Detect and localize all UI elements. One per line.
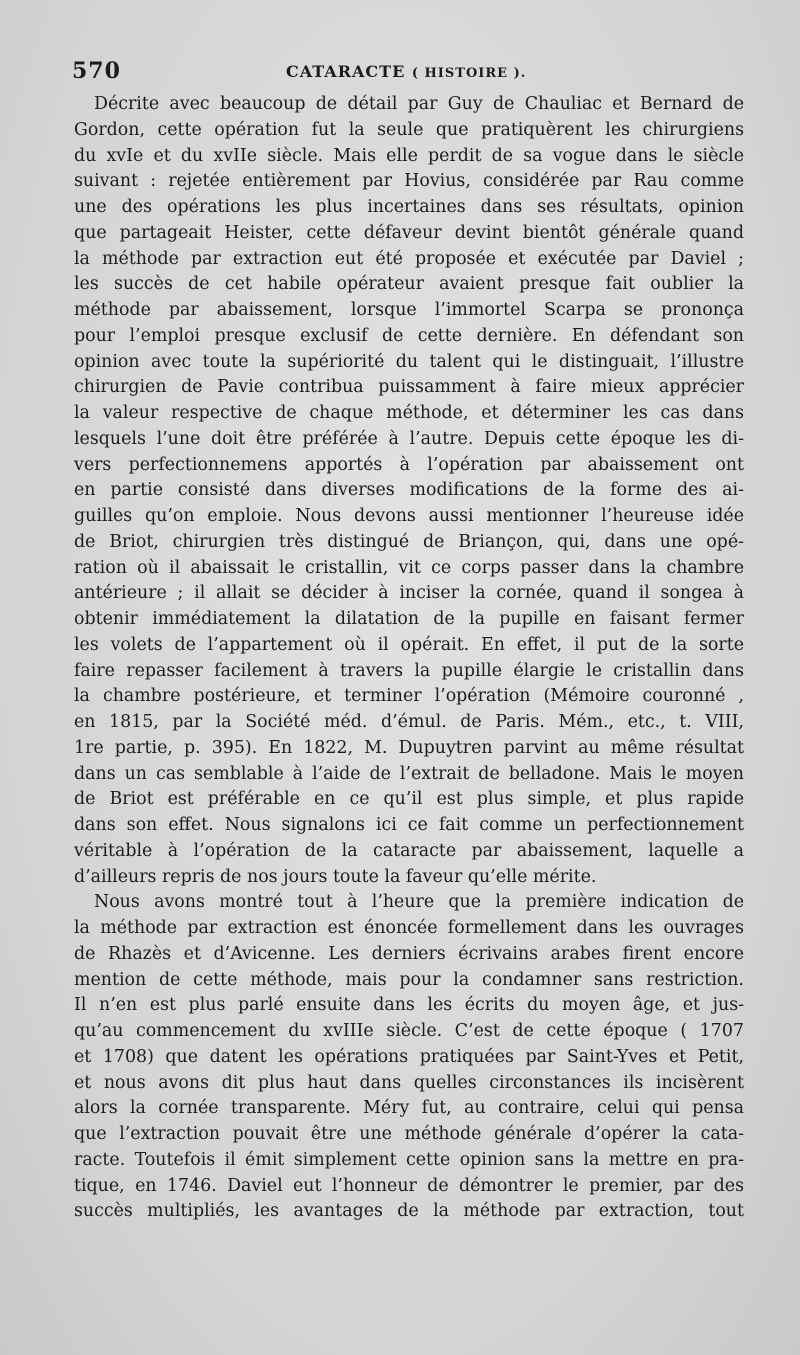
text-line: qu’au commencement du xvIIIe siècle. C’est de cette époque ( 1707 (74, 1021, 744, 1041)
text-line: lesquels l’une doit être préférée à l’autre. Depuis cette époque les di- (74, 428, 744, 449)
text-line: de Briot, chirurgien très distingué de Briançon, qui, dans une opé- (74, 531, 744, 552)
text-line: les volets de l’appartement où il opérait. En effet, il put de la sorte (74, 634, 744, 655)
text-line: Décrite avec beaucoup de détail par Guy de Chauliac et Bernard de (94, 94, 744, 114)
text-line: la méthode par extraction eut été proposée et exécutée par Daviel ; (74, 248, 744, 269)
text-line: dans un cas semblable à l’aide de l’extrait de belladone. Mais le moyen (74, 763, 744, 784)
text-line: véritable à l’opération de la cataracte par abaissement, laquelle a (74, 840, 744, 861)
page-header (72, 58, 742, 88)
running-title-sub: ( HISTOIRE ). (411, 66, 527, 81)
text-line: en 1815, par la Société méd. d’émul. de Paris. Mém., etc., t. VIII, (74, 712, 744, 732)
body-text (74, 92, 744, 1225)
text-line: Gordon, cette opération fut la seule que pratiquèrent les chirurgiens (74, 119, 744, 140)
text-line: opinion avec toute la supériorité du talent qui le distinguait, l’illustre (74, 351, 744, 372)
text-line: la valeur respective de chaque méthode, et déterminer les cas dans (74, 403, 744, 423)
text-line: de Briot est préférable en ce qu’il est plus simple, et plus rapide (74, 789, 744, 810)
text-line: et nous avons dit plus haut dans quelles circonstances ils incisèrent (74, 1072, 744, 1093)
text-line: succès multipliés, les avantages de la méthode par extraction, tout (74, 1201, 744, 1222)
text-line: guilles qu’on emploie. Nous devons aussi mentionner l’heureuse idée (74, 506, 744, 526)
text-line: racte. Toutefois il émit simplement cette opinion sans la mettre en pra- (74, 1149, 744, 1170)
text-line: d’ailleurs repris de nos jours toute la faveur qu’elle mérite. (74, 866, 597, 887)
text-line: ration où il abaissait le cristallin, vit ce corps passer dans la chambre (74, 557, 744, 578)
text-line: la méthode par extraction est énoncée formellement dans les ouvrages (74, 918, 744, 938)
text-line: de Rhazès et d’Avicenne. Les derniers écrivains arabes firent encore (74, 943, 744, 964)
text-line: suivant : rejetée entièrement par Hovius, considérée par Rau comme (74, 171, 744, 192)
text-line: les succès de cet habile opérateur avaient presque fait oublier la (74, 274, 744, 295)
text-line: et 1708) que datent les opérations pratiquées par Saint-Yves et Petit, (74, 1046, 744, 1067)
text-line: du xvIe et du xvIIe siècle. Mais elle perdit de sa vogue dans le siècle (74, 145, 744, 166)
text-line: mention de cette méthode, mais pour la condamner sans restriction. (74, 969, 744, 990)
text-line: tique, en 1746. Daviel eut l’honneur de démontrer le premier, par des (74, 1175, 744, 1196)
paragraph (74, 890, 744, 1225)
text-line: Nous avons montré tout à l’heure que la première indication de (94, 892, 744, 913)
text-line: une des opérations les plus incertaines dans ses résultats, opinion (74, 197, 744, 217)
text-line: 1re partie, p. 395). En 1822, M. Dupuytren parvint au même résultat (74, 737, 744, 758)
text-line: vers perfectionnemens apportés à l’opération par abaissement ont (74, 454, 744, 475)
text-line: chirurgien de Pavie contribua puissamment à faire mieux apprécier (74, 377, 744, 398)
text-line: alors la cornée transparente. Méry fut, au contraire, celui qui pensa (74, 1098, 744, 1119)
text-line: méthode par abaissement, lorsque l’immortel Scarpa se prononça (74, 300, 744, 320)
page-number: 570 (72, 58, 121, 84)
text-line: la chambre postérieure, et terminer l’opération (Mémoire couronné , (74, 686, 744, 707)
text-line: antérieure ; il allait se décider à inciser la cornée, quand il songea à (74, 583, 744, 604)
text-line: faire repasser facilement à travers la pupille élargie le cristallin dans (74, 660, 744, 681)
paragraph (74, 92, 744, 890)
text-line: pour l’emploi presque exclusif de cette dernière. En défendant son (74, 325, 744, 346)
text-line: dans son effet. Nous signalons ici ce fait comme un perfectionnement (74, 815, 744, 835)
text-line: que l’extraction pouvait être une méthode générale d’opérer la cata- (74, 1124, 744, 1144)
running-title-main: CATARACTE (286, 62, 406, 81)
running-title (286, 62, 526, 81)
text-line: Il n’en est plus parlé ensuite dans les écrits du moyen âge, et jus- (74, 995, 744, 1016)
text-line: que partageait Heister, cette défaveur devint bientôt générale quand (74, 222, 744, 243)
text-line: en partie consisté dans diverses modifications de la forme des ai- (74, 480, 744, 501)
text-line: obtenir immédiatement la dilatation de la pupille en faisant fermer (74, 609, 744, 629)
